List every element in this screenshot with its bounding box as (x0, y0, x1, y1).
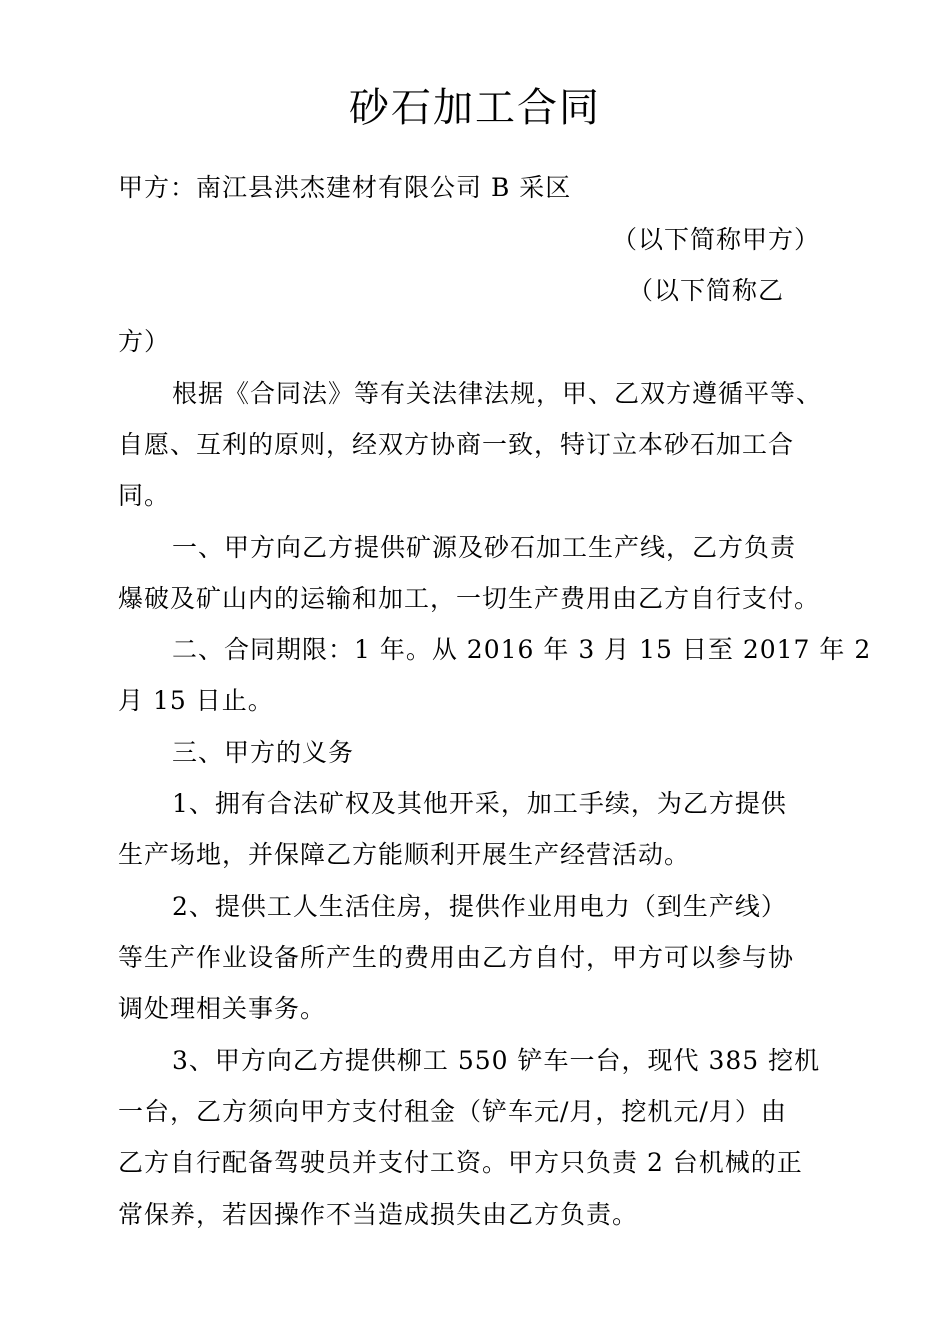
item-2-line-1: 2、提供工人生活住房，提供作业用电力（到生产线） (172, 892, 787, 921)
preamble-line-2: 自愿、互利的原则，经双方协商一致，特订立本砂石加工合 (118, 430, 795, 459)
item-1-line-1: 1、拥有合法矿权及其他开采，加工手续，为乙方提供 (172, 789, 787, 818)
item-2-line-2: 等生产作业设备所产生的费用由乙方自付，甲方可以参与协 (118, 943, 795, 972)
clause-2-line-1: 二、合同期限：1 年。从 2016 年 3 月 15 日至 2017 年 2 (172, 635, 872, 664)
item-3-line-2: 一台，乙方须向甲方支付租金（铲车元/月，挖机元/月）由 (118, 1097, 787, 1126)
party-b-abbrev-cont: 方） (118, 327, 171, 356)
item-1-line-2: 生产场地，并保障乙方能顺利开展生产经营活动。 (118, 840, 691, 869)
clause-2-line-2: 月 15 日止。 (118, 686, 274, 715)
item-3-line-4: 常保养，若因操作不当造成损失由乙方负责。 (118, 1200, 639, 1229)
clause-1-line-1: 一、甲方向乙方提供矿源及砂石加工生产线，乙方负责 (172, 533, 797, 562)
clause-1-line-2: 爆破及矿山内的运输和加工，一切生产费用由乙方自行支付。 (118, 584, 821, 613)
preamble-line-3: 同。 (118, 481, 171, 510)
item-3-line-3: 乙方自行配备驾驶员并支付工资。甲方只负责 2 台机械的正 (118, 1148, 803, 1177)
party-a-line: 甲方：南江县洪杰建材有限公司 B 采区 (118, 173, 572, 202)
party-a-abbrev: （以下简称甲方） (612, 225, 821, 254)
party-b-abbrev: （以下简称乙 (628, 276, 785, 305)
clause-3-heading: 三、甲方的义务 (172, 738, 355, 767)
item-2-line-3: 调处理相关事务。 (118, 994, 327, 1023)
item-3-line-1: 3、甲方向乙方提供柳工 550 铲车一台，现代 385 挖机 (172, 1046, 821, 1075)
preamble-line-1: 根据《合同法》等有关法律法规，甲、乙双方遵循平等、 (172, 379, 823, 408)
contract-title: 砂石加工合同 (349, 85, 601, 131)
